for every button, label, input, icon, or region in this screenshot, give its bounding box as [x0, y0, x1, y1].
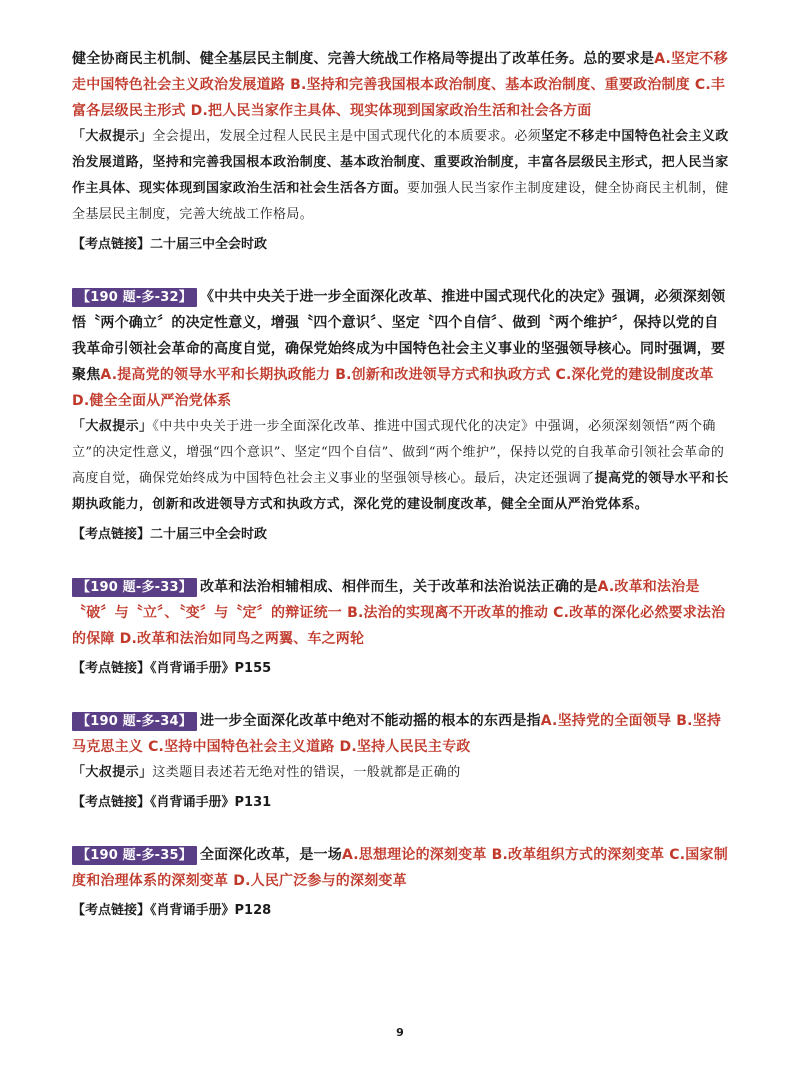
answer-options: A.改革和法治是〝破〞与〝立〞、〝变〞与〝定〞的辩证统一 B.法治的实现离不开改革的推动 C.改革的深化必然要求法治的保障 D.改革和法治如同鸟之两翼、车之两轮	[72, 579, 726, 647]
question-block-31	[72, 46, 732, 258]
topic-link: 【考点链接】《肖背诵手册》P155	[72, 661, 272, 676]
hint-bold-text: 坚定不移走中国特色社会主义政治发展道路，坚持和完善我国根本政治制度、基本政治制度、重要政治制度，丰富各层级民主形式，把人民当家作主具体、现实体现到国家政治生活和社会生活各方面。	[72, 129, 729, 196]
question-tag: 【190 题-多-32】	[72, 288, 197, 307]
hint-paragraph	[72, 760, 732, 786]
hint-label: 「大叔提示」	[72, 765, 153, 780]
question-stem: 《中共中央关于进一步全面深化改革、推进中国式现代化的决定》强调，必须深刻领悟〝两个确立〞的决定性意义，增强〝四个意识〞、坚定〝四个自信〞、做到〝两个维护〞，保持以党的自我革命引领社会革命的高度自觉，确保党始终成为中国特色社会主义事业的坚强领导核心。同时强调，要聚焦	[72, 289, 726, 383]
topic-link: 【考点链接】《肖背诵手册》P128	[72, 903, 272, 918]
hint-label: 「大叔提示」	[72, 129, 153, 144]
page-number: 9	[396, 1026, 404, 1039]
question-block-33	[72, 574, 732, 682]
question-stem: 健全协商民主机制、健全基层民主制度、完善大统战工作格局等提出了改革任务。总的要求是	[72, 51, 655, 67]
question-stem: 全面深化改革，是一场	[199, 847, 342, 863]
question-tag: 【190 题-多-34】	[72, 712, 197, 731]
hint-paragraph	[72, 414, 732, 518]
hint-paragraph	[72, 124, 732, 228]
question-text	[72, 574, 732, 652]
hint-label: 「大叔提示」	[72, 419, 153, 434]
answer-options: A.坚持党的全面领导 B.坚持马克思主义 C.坚持中国特色社会主义道路 D.坚持人民民主专政	[72, 713, 722, 755]
answer-options: A.思想理论的深刻变革 B.改革组织方式的深刻变革 C.国家制度和治理体系的深刻变革 D.人民广泛参与的深刻变革	[72, 847, 728, 889]
hint-text: 《中共中央关于进一步全面深化改革、推进中国式现代化的决定》中强调，必须深刻领悟“两个确立”的决定性意义，增强“四个意识”、坚定“四个自信”、做到“两个维护”，保持以党的自我革命引领社会革命的高度自觉，确保党始终成为中国特色社会主义事业的坚强领导核心。最后，决定还强调了	[72, 419, 725, 486]
question-text	[72, 708, 732, 760]
question-text	[72, 284, 732, 414]
question-text	[72, 46, 732, 124]
question-block-32	[72, 284, 732, 548]
hint-text: 这类题目表述若无绝对性的错误，一般就都是正确的	[152, 765, 461, 780]
topic-link: 【考点链接】《肖背诵手册》P131	[72, 795, 272, 810]
hint-bold-text: 提高党的领导水平和长期执政能力，创新和改进领导方式和执政方式，深化党的建设制度改革，健全全面从严治党体系。	[72, 471, 729, 512]
hint-text: 全会提出，发展全过程人民民主是中国式现代化的本质要求。必须	[152, 129, 542, 144]
question-tag: 【190 题-多-33】	[72, 578, 197, 597]
document-page	[72, 46, 732, 924]
topic-link: 【考点链接】二十届三中全会时政	[72, 527, 268, 542]
question-stem: 进一步全面深化改革中绝对不能动摇的根本的东西是指	[199, 713, 541, 729]
topic-link: 【考点链接】二十届三中全会时政	[72, 237, 268, 252]
answer-options: A.坚定不移走中国特色社会主义政治发展道路 B.坚持和完善我国根本政治制度、基本政治制度、重要政治制度 C.丰富各层级民主形式 D.把人民当家作主具体、现实体现到国家政治生活和社会各方面	[72, 51, 728, 119]
question-text	[72, 842, 732, 894]
answer-options: A.提高党的领导水平和长期执政能力 B.创新和改进领导方式和执政方式 C.深化党的建设制度改革 D.健全全面从严治党体系	[72, 367, 714, 409]
hint-text-end: 要加强人民当家作主制度建设，健全协商民主机制，健全基层民主制度，完善大统战工作格局。	[72, 181, 729, 222]
question-block-34	[72, 708, 732, 816]
question-stem: 改革和法治相辅相成、相伴而生，关于改革和法治说法正确的是	[199, 579, 598, 595]
question-block-35	[72, 842, 732, 924]
question-tag: 【190 题-多-35】	[72, 846, 197, 865]
